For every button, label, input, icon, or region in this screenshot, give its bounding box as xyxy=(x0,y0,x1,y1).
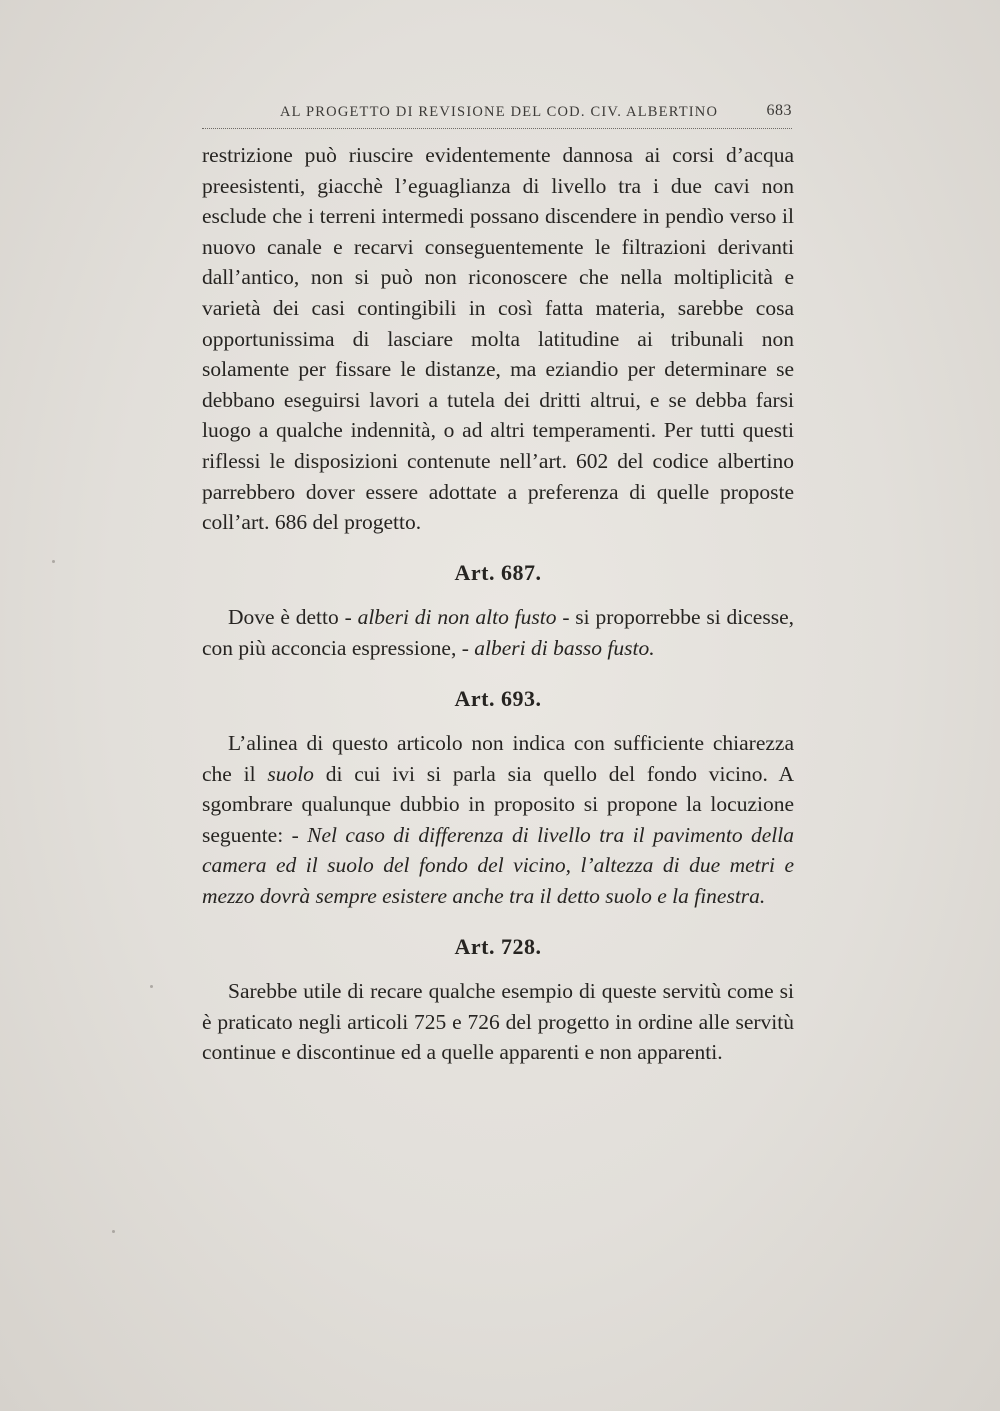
article-693-italic-2: Nel caso di differenza di livello tra il pavimento della camera ed il suolo del fondo del vicino, l’altezza di due metri e mezzo dovrà sempre esistere anche tra il detto suolo e la finestra. xyxy=(202,822,794,909)
running-head xyxy=(202,100,792,130)
article-693-text-1: L’alinea di questo articolo non indica con sufficiente chiarezza che il xyxy=(202,731,794,786)
paper-speck xyxy=(112,1230,115,1233)
article-heading-693: Art. 693. xyxy=(454,685,542,711)
paper-speck xyxy=(52,560,55,563)
continuation-paragraph: restrizione può riuscire evidentemente dannosa ai corsi d’acqua preesistenti, giacchè l’eguaglianza di livello tra i due cavi non esclude che i terreni intermedi possano discendere in pendìo verso il nuovo canale e recarvi conseguentemente le filtrazioni derivanti dall’antico, non si può non riconoscere che nella moltiplicità e varietà dei casi contingibili in così fatta materia, sarebbe cosa opportunissima di lasciare molta latitudine ai tribunali non solamente per fissare le distanze, ma eziandio per determinare se debbano eseguirsi lavori a tutela dei dritti altrui, e se debba farsi luogo a qualche indennità, o ad altri temperamenti. Per tutti questi riflessi le disposizioni contenute nell’art. 602 del codice albertino parrebbero dover essere adottate a preferenza di quelle proposte coll’art. 686 del progetto. xyxy=(202,143,794,535)
article-heading-687: Art. 687. xyxy=(454,559,542,585)
paper-speck xyxy=(150,985,153,988)
article-687-italic-2: alberi di basso fusto. xyxy=(474,635,655,660)
article-687-italic-1: alberi di non alto fusto xyxy=(357,605,557,630)
article-687-paragraph xyxy=(202,602,794,663)
article-heading-728: Art. 728. xyxy=(454,933,542,959)
running-title: AL PROGETTO DI REVISIONE DEL COD. CIV. ALBERTINO xyxy=(280,104,719,120)
article-693-italic-1: suolo xyxy=(267,761,314,786)
article-687-text-1: Dove è detto - xyxy=(228,605,358,630)
header-rule xyxy=(202,128,792,129)
page-number: 683 xyxy=(766,102,792,119)
article-693-paragraph xyxy=(202,728,794,912)
article-687-text-2: - si proporrebbe si dicesse, con più acconcia espressione, - xyxy=(202,605,794,660)
article-728-paragraph: Sarebbe utile di recare qualche esempio di queste servitù come si è praticato negli articoli 725 e 726 del progetto in ordine alle servitù continue e discontinue ed a quelle apparenti e non apparenti. xyxy=(202,979,794,1065)
page-body xyxy=(202,140,794,1068)
article-693-text-2: di cui ivi si parla sia quello del fondo vicino. A sgombrare qualunque dubbio in proposito si propone la locuzione seguente: - xyxy=(202,761,794,847)
